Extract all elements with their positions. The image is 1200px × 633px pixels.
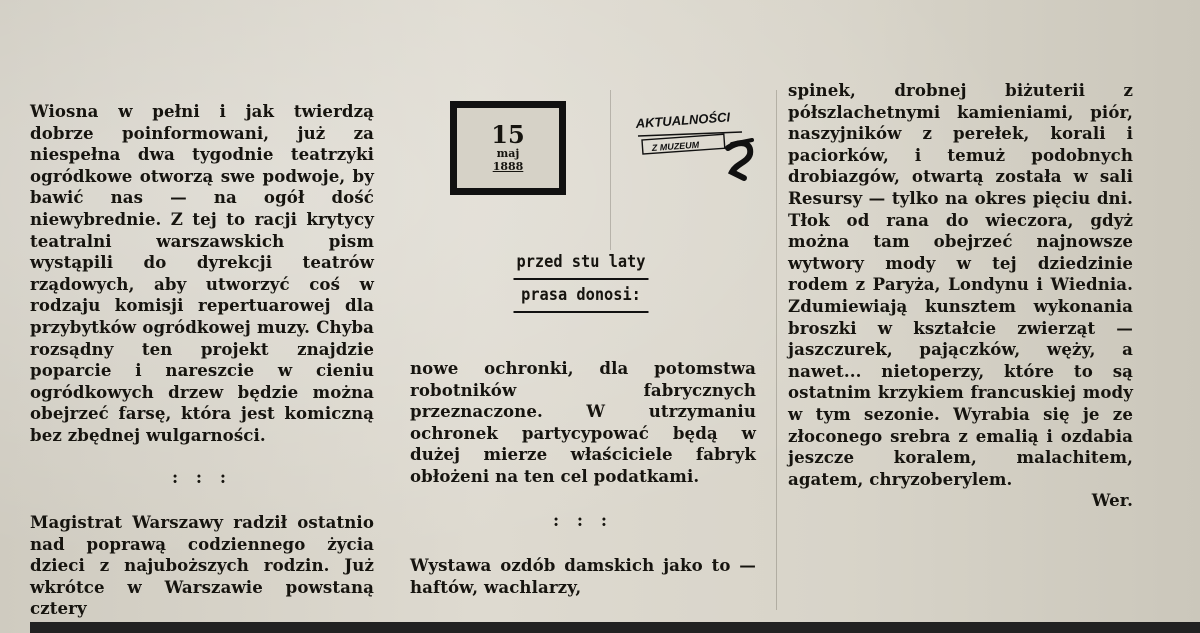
section-separator: : : : [553, 509, 613, 530]
heading-line2: prasa donosi: [514, 280, 649, 313]
article-column-left [30, 101, 374, 620]
section-heading [514, 251, 649, 313]
article-paragraph: Wiosna w pełni i jak twierdzą dobrze poinformowani, już za niespełna dwa tygodnie teatrzyki ogródkowe otworzą swe podwoje, by bawić nas — na ogół dość niewybrednie. Z tej to racji krytycy teatralni warszawskich pism wystąpili do dyrekcji teatrów rządowych, aby utworzyć coś w rodzaju komisji repertuarowej dla przybytków ogródkowej muzy. Chyba rozsądny ten projekt znajdzie poparcie i nareszcie w cieniu ogródkowych drzew będzie można obejrzeć farsę, która jest komiczną bez zbędnej wulgarności. [30, 101, 374, 445]
article-paragraph: spinek, drobnej biżuterii z półszlachetnymi kamieniami, piór, naszyjników z perełek, korali i paciorków, i temuż podobnych drobiazgów, otwartą została w sali Resursy — tylko na okres pięciu dni. Tłok od rana do wieczora, gdyż można tam obejrzeć najnowsze wytwory mody w tej dziedzinie rodem z Paryża, Londynu i Wiednia. Zdumiewiają kunsztem wykonania broszki w kształcie zwierząt — jaszczurek, pajączków, węży, a nawet... nietoperzy, które to są ostatnim krzykiem francuskiej mody w tym sezonie. Wyrabia się je ze złoconego srebra z emalią i ozdabia jeszcze koralem, malachitem, agatem, chryzoberylem. [788, 80, 1133, 489]
page-bottom-edge [30, 622, 1200, 633]
article-paragraph: Magistrat Warszawy radził ostatnio nad poprawą codziennego życia dzieci z najuboższych rodzin. Już wkrótce w Warszawie powstaną cztery [30, 512, 374, 619]
article-paragraph: nowe ochronki, dla potomstwa robotników fabrycznych przeznaczone. W utrzymaniu ochronek partycypować będą w dużej mierze właściciele fabryk obłożeni na ten cel podatkami. [410, 358, 756, 486]
section-separator: : : : [172, 466, 232, 487]
logo-text-line2: Z MUZEUM [651, 139, 700, 153]
date-month: maj [496, 147, 520, 160]
author-signature: Wer. [1091, 490, 1133, 511]
aktualnosci-logo [632, 106, 782, 186]
logo-text-line1: AKTUALNOŚCI [635, 109, 731, 131]
article-paragraph: Wystawa ozdób damskich jako to — haftów, wachlarzy, [410, 555, 756, 597]
heading-line1: przed stu laty [514, 251, 649, 280]
date-day: 15 [491, 120, 525, 149]
date-year: 1888 [492, 160, 524, 173]
article-column-right [788, 80, 1133, 512]
article-column-middle [410, 358, 756, 598]
date-box [450, 101, 566, 195]
column-divider [610, 90, 611, 250]
